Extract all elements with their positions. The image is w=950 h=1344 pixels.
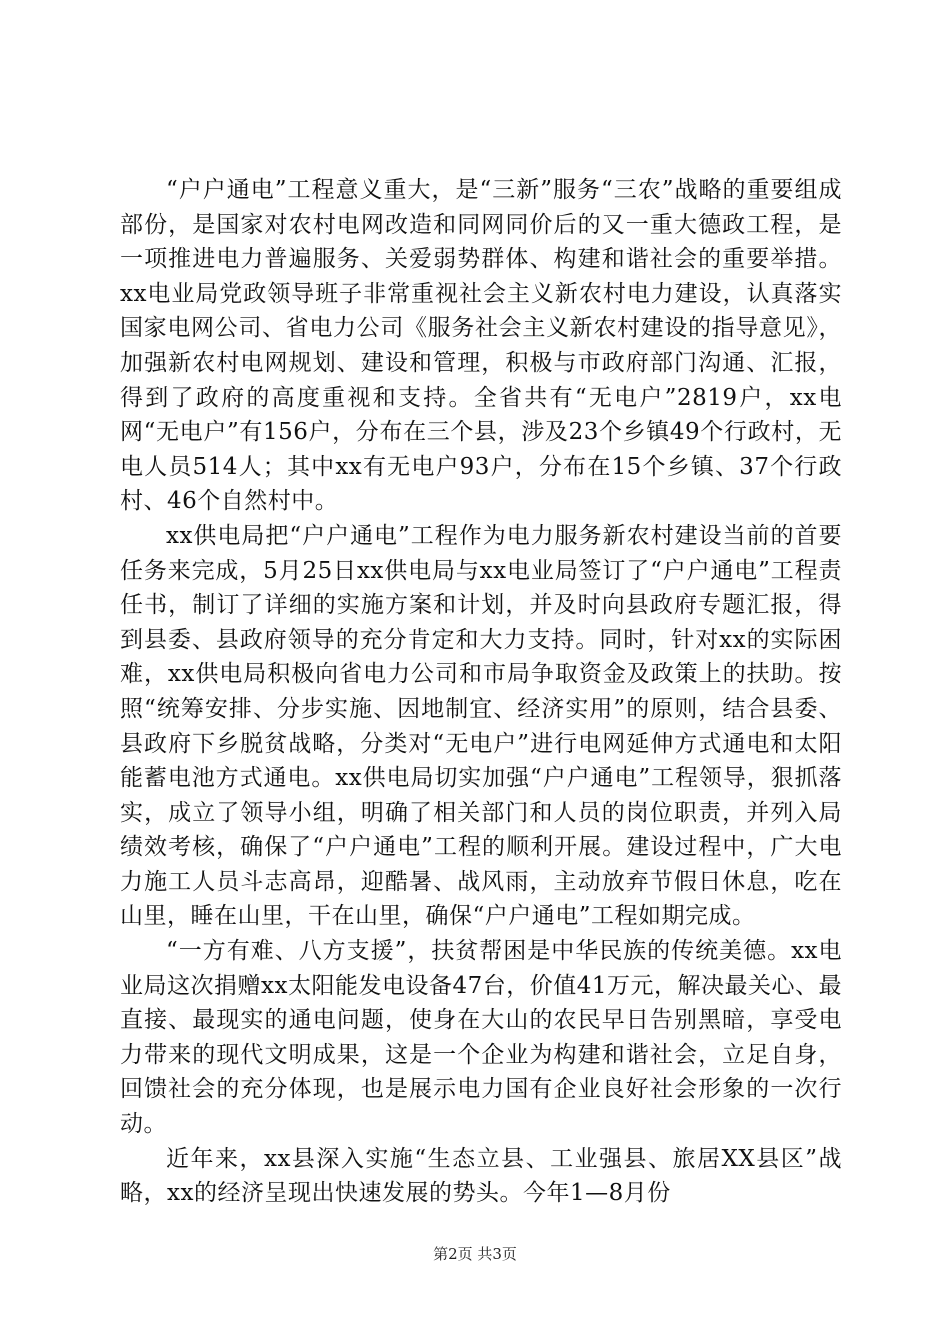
- paragraph-2: xx供电局把“户户通电”工程作为电力服务新农村建设当前的首要任务来完成，5月25日xx供电局与xx电业局签订了“户户通电”工程责任书，制订了详细的实施方案和计划，并及时向县政府专题汇报，得到县委、县政府领导的充分肯定和大力支持。同时，针对xx的实际困难，xx供电局积极向省电力公司和市局争取资金及政策上的扶助。按照“统筹安排、分步实施、因地制宜、经济实用”的原则，结合县委、县政府下乡脱贫战略，分类对“无电户”进行电网延伸方式通电和太阳能蓄电池方式通电。xx供电局切实加强“户户通电”工程领导，狠抓落实，成立了领导小组，明确了相关部门和人员的岗位职责，并列入局绩效考核，确保了“户户通电”工程的顺利开展。建设过程中，广大电力施工人员斗志高昂，迎酷暑、战风雨，主动放弃节假日休息，吃在山里，睡在山里，干在山里，确保“户户通电”工程如期完成。: [120, 522, 842, 930]
- paragraph-4: 近年来，xx县深入实施“生态立县、工业强县、旅居XX县区”战略，xx的经济呈现出快速发展的势头。今年1—8月份: [120, 1145, 842, 1207]
- page-footer: 第2页 共3页: [433, 1245, 517, 1263]
- paragraph-3: “一方有难、八方支援”，扶贫帮困是中华民族的传统美德。xx电业局这次捐赠xx太阳能发电设备47台，价值41万元，解决最关心、最直接、最现实的通电问题，使身在大山的农民早日告别黑暗，享受电力带来的现代文明成果，这是一个企业为构建和谐社会，立足自身，回馈社会的充分体现，也是展示电力国有企业良好社会形象的一次行动。: [120, 938, 842, 1138]
- paragraph-1: “户户通电”工程意义重大，是“三新”服务“三农”战略的重要组成部份，是国家对农村电网改造和同网同价后的又一重大德政工程，是一项推进电力普遍服务、关爱弱势群体、构建和谐社会的重要举措。xx电业局党政领导班子非常重视社会主义新农村电力建设，认真落实国家电网公司、省电力公司《服务社会主义新农村建设的指导意见》，加强新农村电网规划、建设和管理，积极与市政府部门沟通、汇报，得到了政府的高度重视和支持。全省共有“无电户”2819户，xx电网“无电户”有156户，分布在三个县，涉及23个乡镇49个行政村，无电人员514人；其中xx有无电户93户，分布在15个乡镇、37个行政村、46个自然村中。: [120, 177, 842, 515]
- document-body: [120, 173, 842, 1211]
